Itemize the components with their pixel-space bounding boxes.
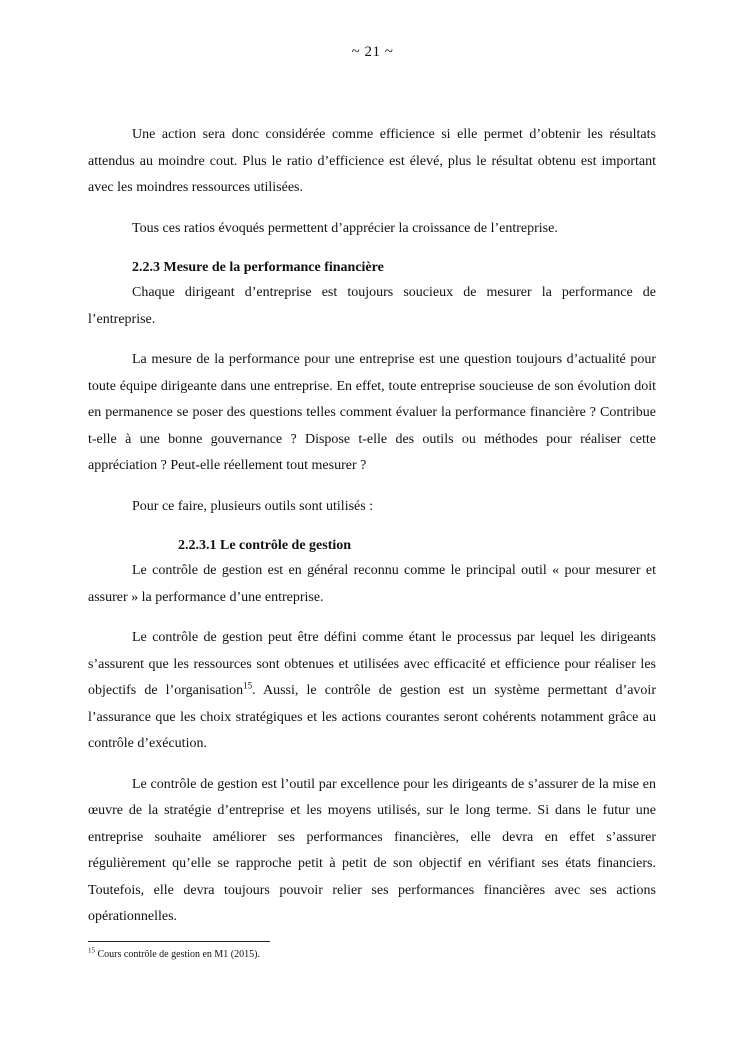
definition-text-b: . Aussi, le contrôle de gestion est un système permettant d’avoir l’assurance que les choix stratégiques et les actions courantes seront cohérents notamment grâce au contrôle d’exécution. [88,683,656,751]
paragraph-dirigeant: Chaque dirigeant d’entreprise est toujours soucieux de mesurer la performance de l’entreprise. [88,285,656,327]
paragraph-ratios: Tous ces ratios évoqués permettent d’apprécier la croissance de l’entreprise. [132,220,558,236]
paragraph-controle-outil: Le contrôle de gestion est l’outil par excellence pour les dirigeants de s’assurer de la mise en œuvre de la stratégie d’entreprise et les moyens utilisés, sur le long terme. Si dans le futur une entreprise souhaite améliorer ses performances financières, elle devra en effet s’assurer régulièrement qu’elle se rapproche petit à petit de son objectif en vérifiant ses états financiers. Toutefois, elle devra toujours pouvoir relier ses performances financières avec ses actions opérationnelles. [88,776,656,924]
paragraph-controle-intro: Le contrôle de gestion est en général reconnu comme le principal outil « pour mesurer et assurer » la performance d’une entreprise. [88,563,656,605]
paragraph-mesure-performance: La mesure de la performance pour une entreprise est une question toujours d’actualité pour toute équipe dirigeante dans une entreprise. En effet, toute entreprise soucieuse de son évolution doit en permanence se poser des questions telles comment évaluer la performance financière ? Contribue t-elle à une bonne gouvernance ? Dispose t-elle des outils ou méthodes pour réaliser cette appréciation ? Peut-elle réellement tout mesurer ? [88,352,656,473]
section-heading-2-2-3: 2.2.3 Mesure de la performance financière [132,260,384,275]
footnote-separator [88,941,270,942]
page-number: ~ 21 ~ [351,44,394,60]
paragraph-efficience: Une action sera donc considérée comme efficience si elle permet d’obtenir les résultats attendus au moindre cout. Plus le ratio d’efficience est élevé, plus le résultat obtenu est important avec les moindres ressources utilisées. [88,127,656,195]
footnote-reference[interactable]: 15 [243,680,253,691]
body-text [88,122,656,931]
paragraph-outils: Pour ce faire, plusieurs outils sont utilisés : [132,498,374,514]
footnote-number: 15 [88,946,95,955]
section-heading-2-2-3-1: 2.2.3.1 Le contrôle de gestion [178,538,352,553]
paragraph-controle-definition [88,625,656,758]
definition-text-a: Le contrôle de gestion peut être défini comme étant le processus par lequel les dirigeants s’assurent que les ressources sont obtenues et utilisées avec efficacité et efficience pour réaliser les objectifs de l’organisation [88,630,656,698]
footnote [88,948,260,962]
footnote-text: Cours contrôle de gestion en M1 (2015). [95,949,260,960]
